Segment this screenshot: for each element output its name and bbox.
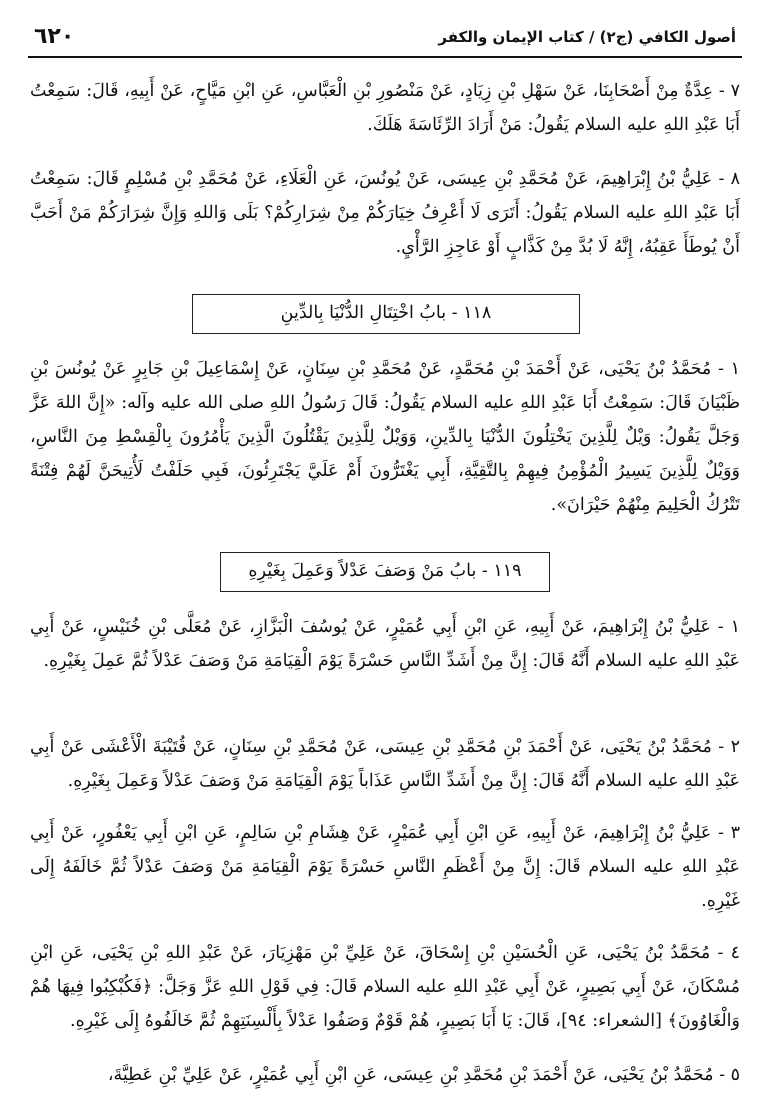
chapter-heading-118: ١١٨ - بابُ اخْتِتَالِ الدُّنْيَا بِالدِّينِ bbox=[192, 294, 580, 334]
chapter-118-hadith-1: ١ - مُحَمَّدُ بْنُ يَحْيَى، عَنْ أَحْمَدَ بْنِ مُحَمَّدٍ، عَنْ مُحَمَّدِ بْنِ سِنَانٍ، عَنْ إِسْمَاعِيلَ بْنِ جَابِرٍ عَنْ يُونُسَ بْنِ ظَبْيَانَ قَالَ: سَمِعْتُ أَبَا عَبْدِ اللهِ عليه السلام يَقُولُ: قَالَ رَسُولُ اللهِ صلى الله عليه وآله: «إِنَّ اللهَ عَزَّ وَجَلَّ يَقُولُ: وَيْلٌ لِلَّذِينَ يَخْتِلُونَ الدُّنْيَا بِالدِّينِ، وَوَيْلٌ لِلَّذِينَ يَقْتُلُونَ الَّذِينَ يَأْمُرُونَ بِالْقِسْطِ مِنَ النَّاسِ، وَوَيْلٌ لِلَّذِينَ يَسِيرُ الْمُؤْمِنُ فِيهِمْ بِالتَّقِيَّةِ، أَبِي يَغْتَرُّونَ أَمْ عَلَيَّ يَجْتَرِئُونَ، فَبِي حَلَفْتُ لَأُتِيحَنَّ لَهُمْ فِتْنَةً تَتْرُكُ الْحَلِيمَ مِنْهُمْ حَيْرَانَ». bbox=[30, 359, 740, 515]
hadith-7: ٧ - عِدَّةٌ مِنْ أَصْحَابِنَا، عَنْ سَهْلِ بْنِ زِيَادٍ، عَنْ مَنْصُورِ بْنِ الْعَبَّاسِ، عَنِ ابْنِ مَيَّاحٍ، عَنْ أَبِيهِ، قَالَ: سَمِعْتُ أَبَا عَبْدِ اللهِ عليه السلام يَقُولُ: مَنْ أَرَادَ الرِّئَاسَةَ هَلَكَ. bbox=[30, 81, 740, 135]
header-title: أصول الكافي (ج٢) / كتاب الإيمان والكفر bbox=[438, 28, 736, 46]
chapter-119-hadith-2: ٢ - مُحَمَّدُ بْنُ يَحْيَى، عَنْ أَحْمَدَ بْنِ مُحَمَّدِ بْنِ عِيسَى، عَنْ مُحَمَّدِ بْنِ سِنَانٍ، عَنْ قُتَيْبَةَ الْأَعْشَى عَنْ أَبِي عَبْدِ اللهِ عليه السلام أَنَّهُ قَالَ: إِنَّ مِنْ أَشَدِّ النَّاسِ عَذَاباً يَوْمَ الْقِيَامَةِ مَنْ وَصَفَ عَدْلاً وَعَمِلَ بِغَيْرِهِ. bbox=[30, 737, 740, 791]
chapter-119-hadith-5: ٥ - مُحَمَّدُ بْنُ يَحْيَى، عَنْ أَحْمَدَ بْنِ مُحَمَّدِ بْنِ عِيسَى، عَنِ ابْنِ أَبِي عُمَيْرٍ، عَنْ عَلِيِّ بْنِ عَطِيَّةَ، bbox=[107, 1065, 740, 1085]
chapter-heading-119: ١١٩ - بابُ مَنْ وَصَفَ عَدْلاً وَعَمِلَ بِغَيْرِهِ bbox=[220, 552, 550, 592]
page-number: ٦٢٠ bbox=[34, 24, 75, 49]
chapter-119-hadith-4: ٤ - مُحَمَّدُ بْنُ يَحْيَى، عَنِ الْحُسَيْنِ بْنِ إِسْحَاقَ، عَنْ عَلِيِّ بْنِ مَهْزِيَارَ، عَنْ عَبْدِ اللهِ بْنِ يَحْيَى، عَنِ ابْنِ مُسْكَانَ، عَنْ أَبِي بَصِيرٍ، عَنْ أَبِي عَبْدِ اللهِ عليه السلام قَالَ: فِي قَوْلِ اللهِ عَزَّ وَجَلَّ: ﴿فَكُبْكِبُوا فِيهَا هُمْ وَالْغَاوُونَ﴾ [الشعراء: ٩٤]، قَالَ: يَا أَبَا بَصِيرٍ، هُمْ قَوْمٌ وَصَفُوا عَدْلاً بِأَلْسِنَتِهِمْ ثُمَّ خَالَفُوهُ إِلَى غَيْرِهِ. bbox=[30, 943, 740, 1031]
chapter-119-hadith-1: ١ - عَلِيُّ بْنُ إِبْرَاهِيمَ، عَنْ أَبِيهِ، عَنِ ابْنِ أَبِي عُمَيْرٍ، عَنْ يُوسُفَ الْبَزَّازِ، عَنْ مُعَلَّى بْنِ خُنَيْسٍ، عَنْ أَبِي عَبْدِ اللهِ عليه السلام أَنَّهُ قَالَ: إِنَّ مِنْ أَشَدِّ النَّاسِ حَسْرَةً يَوْمَ الْقِيَامَةِ مَنْ وَصَفَ عَدْلاً ثُمَّ عَمِلَ بِغَيْرِهِ. bbox=[30, 617, 740, 671]
running-header bbox=[28, 22, 742, 58]
chapter-119-hadith-3: ٣ - عَلِيُّ بْنُ إِبْرَاهِيمَ، عَنْ أَبِيهِ، عَنِ ابْنِ أَبِي عُمَيْرٍ، عَنْ هِشَامِ بْنِ سَالِمٍ، عَنِ ابْنِ أَبِي يَعْفُورٍ، عَنْ أَبِي عَبْدِ اللهِ عليه السلام قَالَ: إِنَّ مِنْ أَعْظَمِ النَّاسِ حَسْرَةً يَوْمَ الْقِيَامَةِ مَنْ وَصَفَ عَدْلاً ثُمَّ خَالَفَهُ إِلَى غَيْرِهِ. bbox=[30, 823, 740, 911]
hadith-8: ٨ - عَلِيُّ بْنُ إِبْرَاهِيمَ، عَنْ مُحَمَّدِ بْنِ عِيسَى، عَنْ يُونُسَ، عَنِ الْعَلَاءِ، عَنْ مُحَمَّدِ بْنِ مُسْلِمٍ قَالَ: سَمِعْتُ أَبَا عَبْدِ اللهِ عليه السلام يَقُولُ: أَتَرَى لَا أَعْرِفُ خِيَارَكُمْ مِنْ شِرَارِكُمْ؟ بَلَى وَاللهِ وَإِنَّ شِرَارَكُمْ مَنْ أَحَبَّ أَنْ يُوطَأَ عَقِبُهُ، إِنَّهُ لَا بُدَّ مِنْ كَذَّابٍ أَوْ عَاجِزِ الرَّأْيِ. bbox=[30, 169, 740, 257]
